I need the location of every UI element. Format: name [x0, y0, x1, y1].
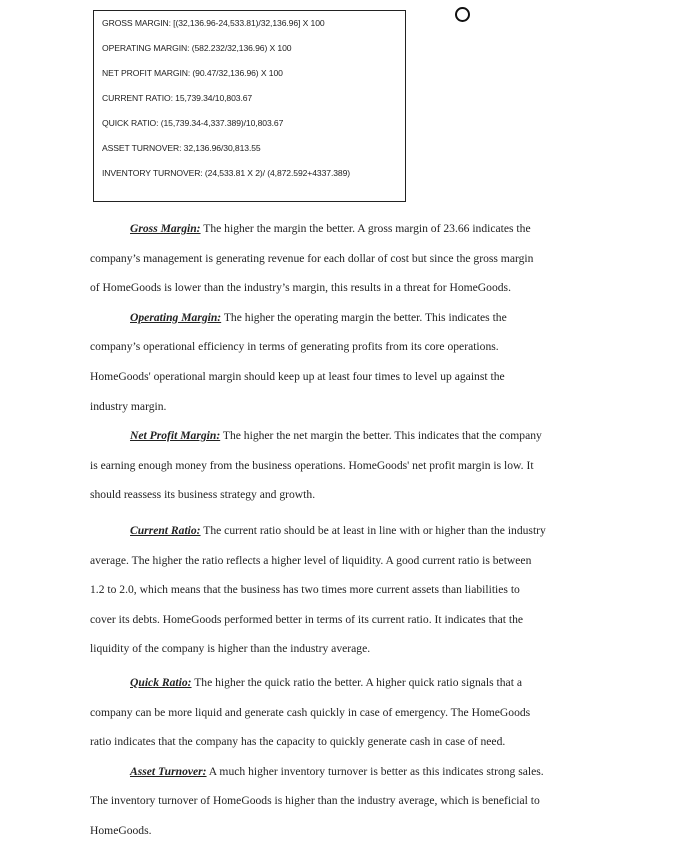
- formula-net-profit-margin: NET PROFIT MARGIN: (90.47/32,136.96) X 100: [102, 68, 283, 78]
- formula-gross-margin: GROSS MARGIN: [(32,136.96-24,533.81)/32,136.96] X 100: [102, 18, 325, 28]
- term-asset-turnover: Asset Turnover:: [130, 764, 207, 778]
- term-current-ratio: Current Ratio:: [130, 523, 201, 537]
- paragraph-quick-ratio: Quick Ratio: The higher the quick ratio the better. A higher quick ratio signals that a company can be more liquid and generate cash quickly in case of emergency. The HomeGoods ratio indicates that the company has the capacity to quickly generate cash in case of need.: [90, 675, 531, 749]
- formula-box: [93, 10, 406, 202]
- formula-asset-turnover: ASSET TURNOVER: 32,136.96/30,813.55: [102, 143, 261, 153]
- paragraph-net-profit-margin: Net Profit Margin: The higher the net margin the better. This indicates that the company is earning enough money from the business operations. HomeGoods' net profit margin is low. It should reassess its business strategy and growth.: [90, 429, 542, 502]
- formula-current-ratio: CURRENT RATIO: 15,739.34/10,803.67: [102, 93, 253, 103]
- paragraph-current-ratio: Current Ratio: The current ratio should be at least in line with or higher than the industry average. The higher the ratio reflects a higher level of liquidity. A good current ratio is between 1.2 to 2.0, which means that the business has two times more current assets than liabilities to cover its debts. HomeGoods performed better in terms of its current ratio. It indicates that the liquidity of the company is higher than the industry average.: [90, 523, 546, 656]
- term-quick-ratio: Quick Ratio:: [130, 675, 192, 689]
- formula-inventory-turnover: INVENTORY TURNOVER: (24,533.81 X 2)/ (4,872.592+4337.389): [102, 168, 351, 178]
- analysis-text: [90, 214, 610, 845]
- circle-marker-icon: [455, 7, 470, 22]
- paragraph-operating-margin: Operating Margin: The higher the operating margin the better. This indicates the company’s operational efficiency in terms of generating profits from its core operations. HomeGoods' operational margin should keep up at least four times to level up against the industry margin.: [90, 310, 507, 413]
- formula-quick-ratio: QUICK RATIO: (15,739.34-4,337.389)/10,803.67: [102, 118, 284, 128]
- term-net-profit-margin: Net Profit Margin:: [130, 429, 221, 443]
- paragraph-gross-margin: Gross Margin: The higher the margin the better. A gross margin of 23.66 indicates the company’s management is generating revenue for each dollar of cost but since the gross margin of HomeGoods is lower than the industry’s margin, this results in a threat for HomeGoods.: [90, 222, 534, 295]
- term-gross-margin: Gross Margin:: [130, 222, 201, 235]
- term-operating-margin: Operating Margin:: [130, 310, 222, 324]
- formula-operating-margin: OPERATING MARGIN: (582.232/32,136.96) X 100: [102, 43, 292, 53]
- paragraph-asset-turnover: Asset Turnover: A much higher inventory turnover is better as this indicates strong sales. The inventory turnover of HomeGoods is higher than the industry average, which is beneficial to HomeGoods.: [90, 764, 544, 837]
